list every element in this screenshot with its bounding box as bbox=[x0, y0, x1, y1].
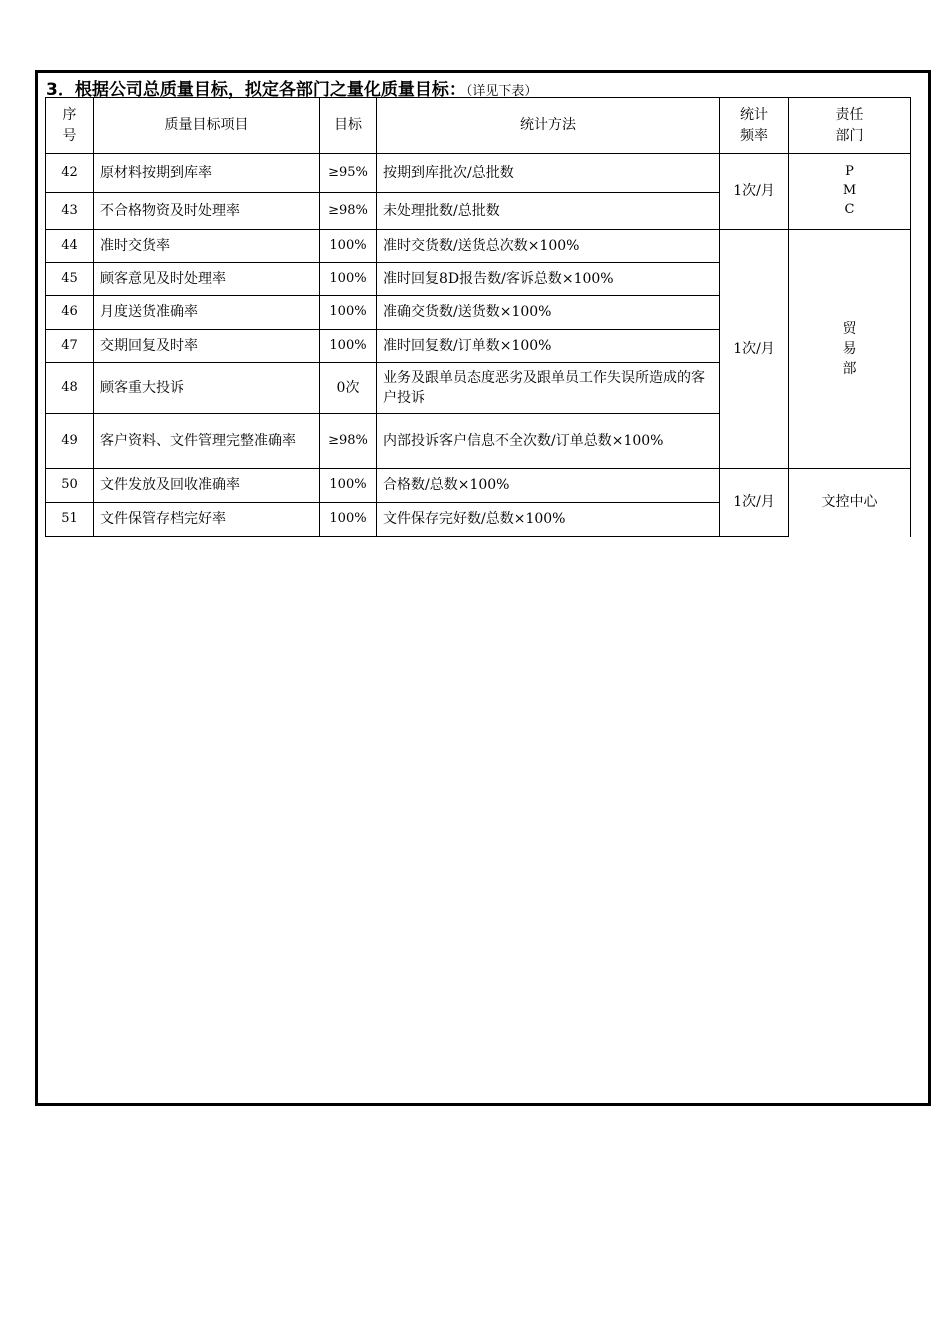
row-target: ≥98% bbox=[320, 193, 377, 230]
header-seq bbox=[46, 98, 94, 154]
row-method: 准时回复8D报告数/客诉总数×100% bbox=[377, 263, 720, 296]
table-row bbox=[46, 230, 911, 263]
row-no: 49 bbox=[46, 414, 94, 469]
row-target: ≥95% bbox=[320, 154, 377, 193]
header-freq bbox=[720, 98, 789, 154]
row-method: 按期到库批次/总批数 bbox=[377, 154, 720, 193]
row-item: 准时交货率 bbox=[94, 230, 320, 263]
header-freq-line2: 频率 bbox=[740, 127, 768, 144]
dept-char: 贸 bbox=[842, 320, 857, 337]
row-item: 原材料按期到库率 bbox=[94, 154, 320, 193]
row-target: 100% bbox=[320, 469, 377, 503]
row-no: 51 bbox=[46, 503, 94, 537]
section-note: （详见下表） bbox=[465, 84, 538, 99]
dept-letter: P bbox=[845, 164, 854, 180]
row-target: 100% bbox=[320, 330, 377, 363]
row-method: 未处理批数/总批数 bbox=[377, 193, 720, 230]
group-freq: 1次/月 bbox=[720, 154, 789, 230]
header-seq-line2: 号 bbox=[62, 127, 77, 144]
row-target: 100% bbox=[320, 263, 377, 296]
header-item: 质量目标项目 bbox=[94, 98, 320, 154]
row-no: 48 bbox=[46, 363, 94, 414]
table-row bbox=[46, 154, 911, 193]
row-method: 合格数/总数×100% bbox=[377, 469, 720, 503]
header-dept-line2: 部门 bbox=[835, 127, 864, 144]
header-target: 目标 bbox=[320, 98, 377, 154]
header-method: 统计方法 bbox=[377, 98, 720, 154]
row-method: 准时交货数/送货总次数×100% bbox=[377, 230, 720, 263]
row-method: 准时回复数/订单数×100% bbox=[377, 330, 720, 363]
row-method: 内部投诉客户信息不全次数/订单总数×100% bbox=[377, 414, 720, 469]
row-no: 44 bbox=[46, 230, 94, 263]
row-item: 顾客意见及时处理率 bbox=[94, 263, 320, 296]
quality-goals-table bbox=[45, 97, 911, 537]
row-target: 100% bbox=[320, 503, 377, 537]
dept-letter: C bbox=[844, 201, 855, 217]
header-dept-line1: 责任 bbox=[835, 107, 864, 124]
table-row bbox=[46, 469, 911, 503]
row-no: 42 bbox=[46, 154, 94, 193]
row-no: 50 bbox=[46, 469, 94, 503]
dept-char: 部 bbox=[842, 361, 857, 378]
group-dept bbox=[789, 154, 911, 230]
row-item: 顾客重大投诉 bbox=[94, 363, 320, 414]
table-header-row bbox=[46, 98, 911, 154]
row-target: 0次 bbox=[320, 363, 377, 414]
row-method: 准确交货数/送货数×100% bbox=[377, 296, 720, 330]
row-target: 100% bbox=[320, 230, 377, 263]
row-item: 不合格物资及时处理率 bbox=[94, 193, 320, 230]
header-freq-line1: 统计 bbox=[740, 107, 768, 124]
row-target: ≥98% bbox=[320, 414, 377, 469]
row-item: 文件发放及回收准确率 bbox=[94, 469, 320, 503]
row-method: 文件保存完好数/总数×100% bbox=[377, 503, 720, 537]
row-item: 客户资料、文件管理完整准确率 bbox=[94, 414, 320, 469]
row-no: 46 bbox=[46, 296, 94, 330]
row-method: 业务及跟单员态度恶劣及跟单员工作失误所造成的客户投诉 bbox=[377, 363, 720, 414]
row-no: 43 bbox=[46, 193, 94, 230]
header-dept bbox=[789, 98, 911, 154]
group-dept bbox=[789, 230, 911, 469]
dept-char: 易 bbox=[842, 340, 857, 357]
group-freq: 1次/月 bbox=[720, 469, 789, 537]
row-target: 100% bbox=[320, 296, 377, 330]
dept-letter: M bbox=[842, 183, 857, 199]
row-item: 月度送货准确率 bbox=[94, 296, 320, 330]
group-dept: 文控中心 bbox=[789, 469, 911, 537]
row-item: 文件保管存档完好率 bbox=[94, 503, 320, 537]
group-freq: 1次/月 bbox=[720, 230, 789, 469]
row-no: 47 bbox=[46, 330, 94, 363]
section-title: 3．根据公司总质量目标，拟定各部门之量化质量目标 bbox=[46, 80, 449, 100]
header-seq-line1: 序 bbox=[62, 107, 77, 124]
row-item: 交期回复及时率 bbox=[94, 330, 320, 363]
row-no: 45 bbox=[46, 263, 94, 296]
section-title-colon: ： bbox=[448, 80, 466, 100]
